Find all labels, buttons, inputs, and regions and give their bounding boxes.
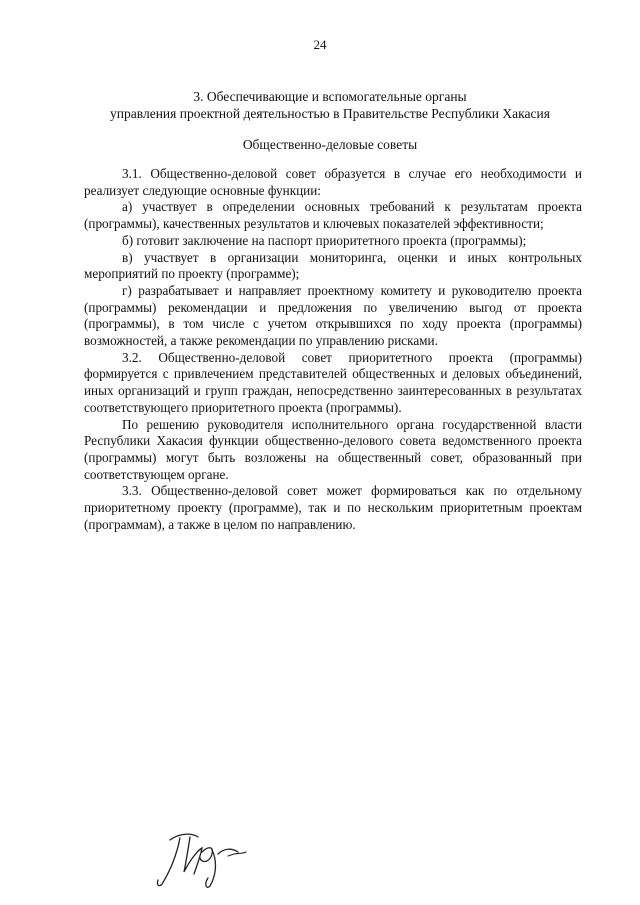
- subheading: Общественно-деловые советы: [242, 137, 418, 152]
- section-heading-line-1: 3. Обеспечивающие и вспомогательные органы: [193, 89, 467, 104]
- paragraph-item-a: а) участвует в определении основных требований к результатам проекта (программы), качественных результатов и ключевых показателей эффективности;: [84, 199, 582, 232]
- handwritten-signature: [150, 828, 260, 890]
- paragraph-3-1: 3.1. Общественно-деловой совет образуется в случае его необходимости и реализует следующие основные функции:: [84, 166, 582, 198]
- paragraph-3-2: 3.2. Общественно-деловой совет приоритетного проекта (программы) формируется с привлечением представителей общественных и деловых объединений, иных организаций и групп граждан, непосредственно заинтересованных в результатах соответствующего приоритетного проекта (программы).: [84, 349, 582, 415]
- paragraph-item-b: б) готовит заключение на паспорт приоритетного проекта (программы);: [122, 232, 527, 248]
- paragraph-3-3: 3.3. Общественно-деловой совет может формироваться как по отдельному приоритетному проекту (программе), так и по нескольким приоритетным проектам (программам), а также в целом по направлению.: [84, 483, 582, 532]
- page-number: 24: [313, 37, 327, 52]
- section-heading-line-2: управления проектной деятельностью в Правительстве Республики Хакасия: [110, 106, 550, 121]
- paragraph-item-v: в) участвует в организации мониторинга, оценки и иных контрольных мероприятий по проекту (программе);: [84, 249, 582, 282]
- section-heading: [80, 88, 580, 122]
- paragraph-item-g: г) разрабатывает и направляет проектному комитету и руководителю проекта (программы) рекомендации и предложения по увеличению выгод от проекта (программы), в том числе с учетом открывшихся по ходу проекта (программы) возможностей, а также рекомендации по управлению рисками.: [84, 282, 582, 349]
- paragraph-decision: По решению руководителя исполнительного органа государственной власти Республики Хакасия функции общественно-делового совета ведомственного проекта (программы) могут быть возложены на общественный совет, образованный при соответствующем органе.: [84, 416, 582, 482]
- body-text: [84, 166, 582, 533]
